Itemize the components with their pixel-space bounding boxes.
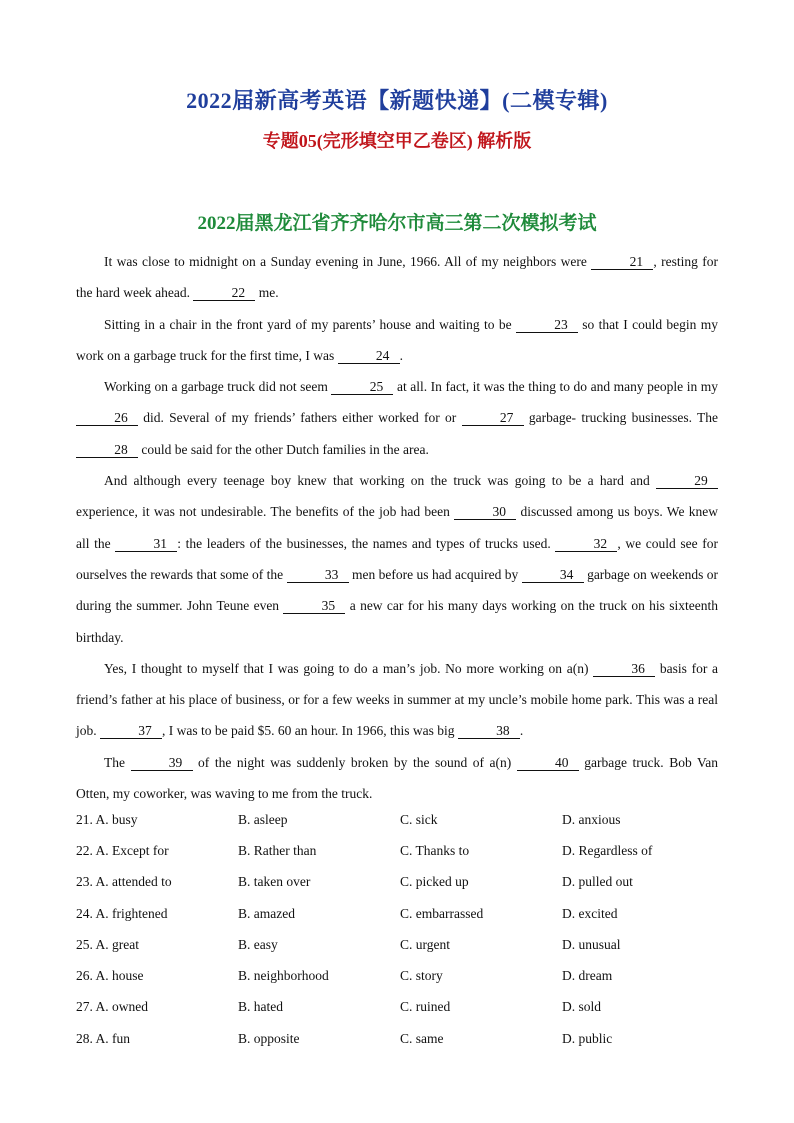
blank-28: 28 bbox=[76, 443, 138, 458]
blank-21: 21 bbox=[591, 255, 653, 270]
option-choice: D. dream bbox=[562, 968, 613, 984]
option-choice: C. Thanks to bbox=[400, 842, 470, 858]
option-row bbox=[76, 960, 736, 991]
passage-text: , I was to be paid $5. 60 an hour. In 1966, this was big bbox=[162, 723, 458, 739]
option-choice: B. Rather than bbox=[238, 842, 317, 858]
passage-text: of the night was suddenly broken by the sound of a(n) bbox=[192, 754, 517, 770]
option-row bbox=[76, 929, 736, 960]
option-choice: 28. A. fun bbox=[76, 1030, 130, 1046]
option-choice: B. taken over bbox=[238, 874, 311, 890]
blank-30: 30 bbox=[454, 505, 516, 520]
option-choice: B. asleep bbox=[238, 811, 288, 827]
option-choice: D. sold bbox=[562, 999, 602, 1015]
paragraph bbox=[76, 309, 718, 372]
passage-text: . bbox=[519, 723, 524, 739]
passage-text: me. bbox=[255, 285, 279, 301]
blank-35: 35 bbox=[283, 599, 345, 614]
blank-29: 29 bbox=[656, 474, 718, 489]
passage-text: at all. In fact, it was the thing to do and many people in my bbox=[393, 379, 718, 395]
option-choice: D. excited bbox=[562, 905, 618, 921]
blank-27: 27 bbox=[462, 411, 524, 426]
paragraph bbox=[76, 747, 718, 810]
passage-text: experience, it was not undesirable. The benefits of the job had been bbox=[76, 504, 455, 520]
blank-33: 33 bbox=[287, 568, 349, 583]
blank-38: 38 bbox=[458, 724, 520, 739]
option-row bbox=[76, 804, 736, 835]
option-choice: B. easy bbox=[238, 936, 278, 952]
option-choice: B. hated bbox=[238, 999, 283, 1015]
option-row bbox=[76, 898, 736, 929]
option-choice: C. story bbox=[400, 968, 443, 984]
passage-text: discussed among us boys. We knew all the bbox=[76, 504, 718, 551]
passage-text: . bbox=[399, 347, 404, 363]
blank-34: 34 bbox=[522, 568, 584, 583]
option-choice: 23. A. attended to bbox=[76, 874, 172, 890]
passage-text: Sitting in a chair in the front yard of my parents’ house and waiting to be bbox=[104, 316, 516, 332]
blank-24: 24 bbox=[338, 349, 400, 364]
blank-40: 40 bbox=[517, 756, 579, 771]
passage-text: garbage- trucking businesses. The bbox=[523, 410, 718, 426]
option-choice: 27. A. owned bbox=[76, 999, 148, 1015]
section-title: 2022届黑龙江省齐齐哈尔市高三第二次模拟考试 bbox=[197, 213, 597, 234]
blank-22: 22 bbox=[193, 286, 255, 301]
option-choice: B. opposite bbox=[238, 1030, 300, 1046]
passage-text: so that I could begin my work on a garbage truck for the first time, I was bbox=[76, 316, 719, 363]
option-choice: C. sick bbox=[400, 811, 438, 827]
blank-39: 39 bbox=[131, 756, 193, 771]
document-subtitle: 专题05(完形填空甲乙卷区) 解析版 bbox=[262, 131, 532, 151]
option-choice: D. unusual bbox=[562, 936, 621, 952]
option-row bbox=[76, 867, 736, 898]
cloze-passage bbox=[76, 246, 718, 809]
option-row bbox=[76, 992, 736, 1023]
option-choice: C. urgent bbox=[400, 936, 450, 952]
option-choice: D. pulled out bbox=[562, 874, 633, 890]
option-choice: B. neighborhood bbox=[238, 968, 329, 984]
paragraph bbox=[76, 371, 718, 465]
option-choice: C. picked up bbox=[400, 874, 469, 890]
blank-36: 36 bbox=[593, 662, 655, 677]
passage-text: men before us had acquired by bbox=[348, 566, 522, 582]
passage-text: did. Several of my friends’ fathers either worked for or bbox=[138, 410, 462, 426]
passage-text: could be said for the other Dutch families in the area. bbox=[138, 441, 429, 457]
option-choice: D. Regardless of bbox=[562, 842, 653, 858]
option-row bbox=[76, 835, 736, 866]
blank-37: 37 bbox=[100, 724, 162, 739]
option-row bbox=[76, 1023, 736, 1054]
passage-text: It was close to midnight on a Sunday evening in June, 1966. All of my neighbors were bbox=[104, 254, 592, 269]
passage-text: Yes, I thought to myself that I was going to do a man’s job. No more working on a(n) bbox=[104, 660, 594, 676]
passage-text: : the leaders of the businesses, the names and types of trucks used. bbox=[177, 535, 556, 551]
option-choice: 26. A. house bbox=[76, 968, 144, 984]
option-choice: D. anxious bbox=[562, 811, 621, 827]
passage-text: And although every teenage boy knew that working on the truck was going to be a hard and bbox=[104, 473, 656, 489]
answer-options bbox=[76, 804, 736, 1054]
document-title: 2022届新高考英语【新题快递】(二模专辑) bbox=[186, 88, 608, 113]
option-choice: C. same bbox=[400, 1030, 444, 1046]
passage-text: , resting for the hard week ahead. bbox=[76, 254, 718, 301]
passage-text: a new car for his many days working on the truck on his sixteenth birthday. bbox=[76, 598, 718, 645]
passage-text: garbage on weekends or during the summer. John Teune even bbox=[76, 566, 719, 614]
option-choice: 22. A. Except for bbox=[76, 842, 169, 858]
blank-26: 26 bbox=[76, 411, 138, 426]
option-choice: 21. A. busy bbox=[76, 811, 138, 827]
passage-text: , we could see for ourselves the rewards that some of the bbox=[76, 535, 718, 582]
blank-25: 25 bbox=[331, 380, 393, 395]
blank-23: 23 bbox=[516, 318, 578, 333]
option-choice: 25. A. great bbox=[76, 936, 139, 952]
passage-text: basis for a friend’s father at his place of business, or for a few weeks in summer at my uncle’s mobile home park. This was a real job. bbox=[76, 660, 719, 739]
option-choice: C. ruined bbox=[400, 999, 451, 1015]
passage-text: The bbox=[104, 754, 131, 770]
paragraph bbox=[76, 465, 718, 653]
passage-text: Working on a garbage truck did not seem bbox=[104, 379, 332, 395]
paragraph bbox=[76, 246, 718, 309]
option-choice: B. amazed bbox=[238, 905, 295, 921]
option-choice: 24. A. frightened bbox=[76, 905, 168, 921]
paragraph bbox=[76, 653, 718, 747]
option-choice: C. embarrassed bbox=[400, 905, 484, 921]
passage-text: garbage truck. Bob Van Otten, my coworker, was waving to me from the truck. bbox=[76, 754, 718, 802]
blank-31: 31 bbox=[115, 537, 177, 552]
option-choice: D. public bbox=[562, 1030, 613, 1046]
blank-32: 32 bbox=[555, 537, 617, 552]
